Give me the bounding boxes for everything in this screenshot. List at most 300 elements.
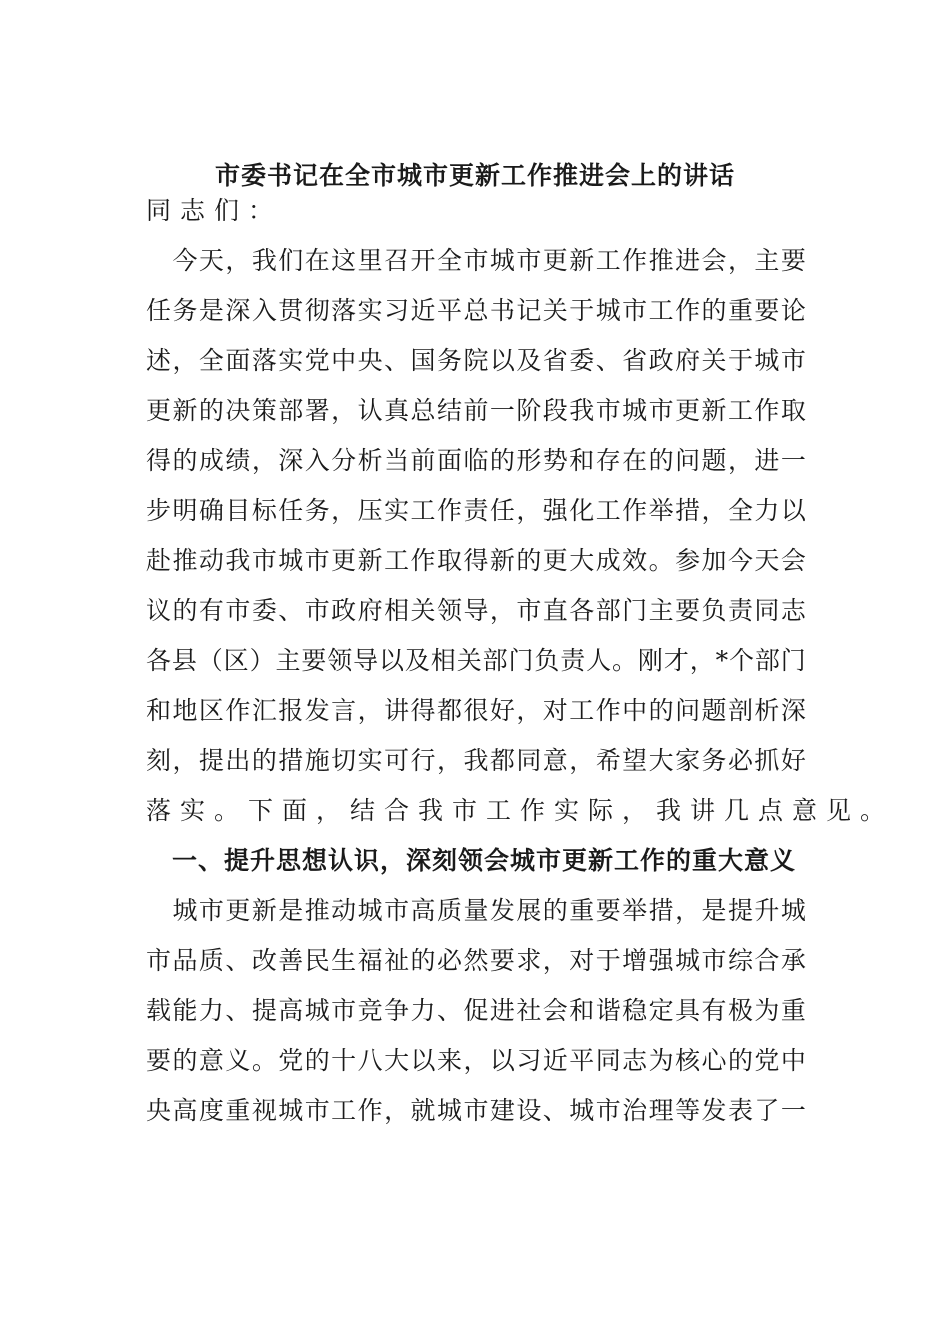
char: 进 bbox=[675, 246, 701, 275]
char: 措 bbox=[648, 896, 674, 925]
paragraph-2-line bbox=[146, 986, 806, 1036]
section-heading-1-text: 一、提升思想认识，深刻领会城市更新工作的重大意义 bbox=[146, 846, 797, 875]
char: 要 bbox=[146, 1046, 172, 1075]
char: 召 bbox=[384, 246, 410, 275]
char: ， bbox=[516, 496, 542, 525]
char: 及 bbox=[516, 346, 542, 375]
char: 书 bbox=[489, 296, 515, 325]
char: 提 bbox=[727, 896, 753, 925]
char: 的 bbox=[727, 1046, 753, 1075]
char: 新 bbox=[251, 896, 277, 925]
char: 里 bbox=[357, 246, 383, 275]
char: 就 bbox=[410, 1096, 436, 1125]
char: 理 bbox=[648, 1096, 674, 1125]
char: 为 bbox=[648, 1046, 674, 1075]
char: 是 bbox=[278, 896, 304, 925]
char: 深 bbox=[278, 446, 304, 475]
char: 彻 bbox=[304, 296, 330, 325]
paragraph-1-line bbox=[146, 686, 806, 736]
char: 升 bbox=[754, 896, 780, 925]
char: 城 bbox=[436, 1096, 462, 1125]
char: 政 bbox=[331, 596, 357, 625]
char: 才 bbox=[663, 646, 689, 675]
char: 刚 bbox=[637, 646, 663, 675]
char: ， bbox=[331, 496, 357, 525]
char: 心 bbox=[701, 1046, 727, 1075]
char: 的 bbox=[172, 596, 198, 625]
char: 高 bbox=[278, 996, 304, 1025]
char: 落 bbox=[331, 296, 357, 325]
char: 建 bbox=[489, 1096, 515, 1125]
greeting-text: 同志们： bbox=[146, 196, 283, 225]
char: 、 bbox=[542, 1096, 568, 1125]
char: 领 bbox=[436, 596, 462, 625]
char: 参 bbox=[675, 546, 701, 575]
char: 城 bbox=[489, 246, 515, 275]
char: 作 bbox=[595, 696, 621, 725]
char: 以 bbox=[489, 1046, 515, 1075]
char: 市 bbox=[516, 246, 542, 275]
char: 关 bbox=[542, 296, 568, 325]
char: 前 bbox=[410, 446, 436, 475]
char: 具 bbox=[675, 996, 701, 1025]
char: 部 bbox=[278, 396, 304, 425]
char: 委 bbox=[569, 346, 595, 375]
char: 市 bbox=[384, 896, 410, 925]
char: 了 bbox=[754, 1096, 780, 1125]
char: 是 bbox=[701, 896, 727, 925]
char: 改 bbox=[251, 946, 277, 975]
paragraph-1-line-text: 落实。下面，结合我市工作实际，我讲几点意见。 bbox=[146, 796, 895, 825]
char: 析 bbox=[357, 446, 383, 475]
paragraph-1-line bbox=[146, 786, 895, 836]
char: 质 bbox=[436, 896, 462, 925]
char: 市 bbox=[304, 1096, 330, 1125]
char: 会 bbox=[701, 246, 727, 275]
char: 作 bbox=[622, 246, 648, 275]
paragraph-1-line bbox=[146, 586, 806, 636]
paragraph-2-line bbox=[146, 1036, 806, 1086]
char: 各 bbox=[146, 646, 172, 675]
char: 城 bbox=[569, 1096, 595, 1125]
char: 和 bbox=[569, 996, 595, 1025]
char: 党 bbox=[304, 346, 330, 375]
char: 存 bbox=[595, 446, 621, 475]
paragraph-1-line bbox=[146, 486, 806, 536]
char: * bbox=[715, 646, 729, 675]
char: 任 bbox=[146, 296, 172, 325]
char: 区 bbox=[198, 696, 224, 725]
char: ， bbox=[251, 446, 277, 475]
char: 中 bbox=[780, 1046, 806, 1075]
char: 阶 bbox=[516, 396, 542, 425]
char: 抓 bbox=[754, 746, 780, 775]
char: ， bbox=[172, 746, 198, 775]
char: 同 bbox=[516, 746, 542, 775]
paragraph-1-line bbox=[146, 286, 806, 336]
char: 质 bbox=[198, 946, 224, 975]
char: 导 bbox=[463, 596, 489, 625]
char: 关 bbox=[701, 346, 727, 375]
char: 主 bbox=[275, 646, 301, 675]
char: 、 bbox=[225, 946, 251, 975]
char: 提 bbox=[251, 996, 277, 1025]
char: 势 bbox=[542, 446, 568, 475]
char: 述 bbox=[146, 346, 172, 375]
char: 工 bbox=[569, 696, 595, 725]
char: 问 bbox=[675, 446, 701, 475]
char: 署 bbox=[304, 396, 330, 425]
char: 取 bbox=[436, 546, 462, 575]
char: 然 bbox=[463, 946, 489, 975]
char: 的 bbox=[701, 296, 727, 325]
char: 中 bbox=[622, 696, 648, 725]
char: 负 bbox=[534, 646, 560, 675]
char: 竞 bbox=[357, 996, 383, 1025]
char: 谐 bbox=[595, 996, 621, 1025]
char: 门 bbox=[622, 596, 648, 625]
char: 措 bbox=[675, 496, 701, 525]
char: 同 bbox=[595, 1046, 621, 1075]
char: 于 bbox=[569, 296, 595, 325]
char: 对 bbox=[569, 946, 595, 975]
char: 以 bbox=[489, 346, 515, 375]
char: 以 bbox=[379, 646, 405, 675]
char: 志 bbox=[622, 1046, 648, 1075]
char: 新 bbox=[701, 396, 727, 425]
paragraph-1-line bbox=[146, 236, 806, 286]
char: 务 bbox=[436, 346, 462, 375]
char: 以 bbox=[410, 1046, 436, 1075]
char: 对 bbox=[542, 696, 568, 725]
char: 当 bbox=[384, 446, 410, 475]
char: 作 bbox=[622, 496, 648, 525]
char: 直 bbox=[542, 596, 568, 625]
char: 明 bbox=[172, 496, 198, 525]
char: ， bbox=[542, 946, 568, 975]
char: 工 bbox=[648, 296, 674, 325]
char: 任 bbox=[489, 496, 515, 525]
char: 言 bbox=[331, 696, 357, 725]
char: 施 bbox=[304, 746, 330, 775]
char: 增 bbox=[622, 946, 648, 975]
char: 负 bbox=[701, 596, 727, 625]
char: 推 bbox=[304, 896, 330, 925]
char: 定 bbox=[648, 996, 674, 1025]
char: 作 bbox=[754, 396, 780, 425]
char: 争 bbox=[384, 996, 410, 1025]
char: 责 bbox=[560, 646, 586, 675]
char: 可 bbox=[384, 746, 410, 775]
char: 工 bbox=[384, 546, 410, 575]
char: 措 bbox=[278, 746, 304, 775]
char: 段 bbox=[542, 396, 568, 425]
char: 讲 bbox=[384, 696, 410, 725]
char: 全 bbox=[727, 496, 753, 525]
char: 新 bbox=[489, 546, 515, 575]
char: 城 bbox=[278, 546, 304, 575]
char: 报 bbox=[278, 696, 304, 725]
char: 。 bbox=[612, 646, 638, 675]
char: 汇 bbox=[251, 696, 277, 725]
char: 赴 bbox=[146, 546, 172, 575]
char: 高 bbox=[410, 896, 436, 925]
char: 形 bbox=[516, 446, 542, 475]
char: 治 bbox=[622, 1096, 648, 1125]
char: 意 bbox=[198, 1046, 224, 1075]
char: ， bbox=[172, 346, 198, 375]
char: 务 bbox=[172, 296, 198, 325]
char: 的 bbox=[648, 446, 674, 475]
char: 任 bbox=[278, 496, 304, 525]
char: 总 bbox=[410, 396, 436, 425]
char: 都 bbox=[489, 746, 515, 775]
char: 一 bbox=[780, 1096, 806, 1125]
char: ， bbox=[689, 646, 715, 675]
char: ， bbox=[701, 496, 727, 525]
char: 、 bbox=[384, 346, 410, 375]
char: 一 bbox=[489, 396, 515, 425]
char: 绩 bbox=[225, 446, 251, 475]
char: ， bbox=[516, 696, 542, 725]
char: 题 bbox=[701, 696, 727, 725]
char: ， bbox=[675, 896, 701, 925]
char: 主 bbox=[648, 596, 674, 625]
char: 标 bbox=[251, 496, 277, 525]
char: 要 bbox=[754, 296, 780, 325]
char: 祉 bbox=[384, 946, 410, 975]
char: 的 bbox=[251, 746, 277, 775]
char: 会 bbox=[542, 996, 568, 1025]
char: 压 bbox=[357, 496, 383, 525]
char: 前 bbox=[463, 396, 489, 425]
char: 步 bbox=[146, 496, 172, 525]
char: 分 bbox=[331, 446, 357, 475]
char: 为 bbox=[754, 996, 780, 1025]
char: 入 bbox=[251, 296, 277, 325]
char: 表 bbox=[727, 1096, 753, 1125]
char: 福 bbox=[357, 946, 383, 975]
char: 领 bbox=[327, 646, 353, 675]
char: 家 bbox=[675, 746, 701, 775]
char: 必 bbox=[436, 946, 462, 975]
char: 真 bbox=[384, 396, 410, 425]
char: 党 bbox=[278, 1046, 304, 1075]
char: 入 bbox=[304, 446, 330, 475]
char: 市 bbox=[648, 396, 674, 425]
char: 决 bbox=[225, 396, 251, 425]
paragraph-1-line bbox=[146, 536, 806, 586]
char: 。 bbox=[648, 546, 674, 575]
char: 动 bbox=[331, 896, 357, 925]
char: 要 bbox=[675, 596, 701, 625]
char: 平 bbox=[436, 296, 462, 325]
char: 新 bbox=[172, 396, 198, 425]
char: 八 bbox=[357, 1046, 383, 1075]
char: 这 bbox=[331, 246, 357, 275]
char: 析 bbox=[754, 696, 780, 725]
char: 深 bbox=[780, 696, 806, 725]
char: 的 bbox=[198, 396, 224, 425]
char: 提 bbox=[198, 746, 224, 775]
section-heading-1 bbox=[146, 836, 806, 886]
char: 关 bbox=[410, 596, 436, 625]
char: ， bbox=[463, 1046, 489, 1075]
char: 政 bbox=[648, 346, 674, 375]
char: 和 bbox=[146, 696, 172, 725]
char: 生 bbox=[331, 946, 357, 975]
char: 、 bbox=[595, 346, 621, 375]
char: ， bbox=[225, 246, 251, 275]
char: ） bbox=[249, 646, 275, 675]
char: 院 bbox=[463, 346, 489, 375]
char: 等 bbox=[675, 1096, 701, 1125]
char: 、 bbox=[278, 596, 304, 625]
paragraph-1-line bbox=[146, 736, 806, 786]
char: 作 bbox=[410, 546, 436, 575]
char: 城 bbox=[675, 946, 701, 975]
char: 市 bbox=[331, 996, 357, 1025]
char: 开 bbox=[410, 246, 436, 275]
char: 今 bbox=[727, 546, 753, 575]
char: 大 bbox=[648, 746, 674, 775]
char: 重 bbox=[569, 896, 595, 925]
char: 很 bbox=[463, 696, 489, 725]
char: 委 bbox=[251, 596, 277, 625]
char: 目 bbox=[225, 496, 251, 525]
char: 要 bbox=[780, 246, 806, 275]
char: 能 bbox=[172, 996, 198, 1025]
char: 作 bbox=[357, 1096, 383, 1125]
char: 视 bbox=[251, 1096, 277, 1125]
char: ， bbox=[384, 1096, 410, 1125]
char: 市 bbox=[225, 596, 251, 625]
char: 天 bbox=[754, 546, 780, 575]
char: 市 bbox=[304, 596, 330, 625]
char: 推 bbox=[172, 546, 198, 575]
char: 展 bbox=[516, 896, 542, 925]
char: 稳 bbox=[622, 996, 648, 1025]
char: 望 bbox=[622, 746, 648, 775]
char: 发 bbox=[489, 896, 515, 925]
char: 更 bbox=[331, 546, 357, 575]
char: 市 bbox=[622, 296, 648, 325]
char: 、 bbox=[225, 996, 251, 1025]
char: 更 bbox=[146, 396, 172, 425]
char: 天 bbox=[198, 246, 224, 275]
char: 关 bbox=[456, 646, 482, 675]
char: 度 bbox=[198, 1096, 224, 1125]
char: 相 bbox=[384, 596, 410, 625]
char: 实 bbox=[278, 346, 304, 375]
paragraph-2-line bbox=[146, 1086, 806, 1136]
char: 重 bbox=[727, 296, 753, 325]
char: 今 bbox=[172, 246, 198, 275]
char: 工 bbox=[727, 396, 753, 425]
char: （ bbox=[197, 646, 223, 675]
char: 、 bbox=[436, 996, 462, 1025]
char: 以 bbox=[780, 496, 806, 525]
char: 核 bbox=[675, 1046, 701, 1075]
char: 大 bbox=[569, 546, 595, 575]
char: 市 bbox=[463, 246, 489, 275]
char: ， bbox=[569, 746, 595, 775]
char: 我 bbox=[251, 246, 277, 275]
char: 力 bbox=[198, 996, 224, 1025]
char: 得 bbox=[463, 546, 489, 575]
char: 实 bbox=[384, 496, 410, 525]
char: 城 bbox=[172, 896, 198, 925]
char: 化 bbox=[569, 496, 595, 525]
char: 行 bbox=[410, 746, 436, 775]
char: 府 bbox=[357, 596, 383, 625]
char: 认 bbox=[357, 396, 383, 425]
char: 省 bbox=[622, 346, 648, 375]
char: 的 bbox=[304, 1046, 330, 1075]
char: 是 bbox=[198, 296, 224, 325]
char: 。 bbox=[251, 1046, 277, 1075]
char: 党 bbox=[754, 1046, 780, 1075]
char: 全 bbox=[436, 246, 462, 275]
char: 作 bbox=[436, 496, 462, 525]
char: 工 bbox=[410, 496, 436, 525]
char: 工 bbox=[331, 1096, 357, 1125]
char: 必 bbox=[727, 746, 753, 775]
char: 大 bbox=[384, 1046, 410, 1075]
char: 取 bbox=[780, 396, 806, 425]
char: 工 bbox=[595, 246, 621, 275]
char: 的 bbox=[542, 896, 568, 925]
greeting-line bbox=[146, 186, 806, 236]
char: 议 bbox=[146, 596, 172, 625]
document-title: 市委书记在全市城市更新工作推进会上的讲话 bbox=[214, 161, 735, 190]
char: 面 bbox=[436, 446, 462, 475]
char: 有 bbox=[198, 596, 224, 625]
char: 求 bbox=[516, 946, 542, 975]
char: 府 bbox=[675, 346, 701, 375]
char: 市 bbox=[146, 946, 172, 975]
char bbox=[146, 886, 171, 936]
char: 部 bbox=[482, 646, 508, 675]
char: 我 bbox=[569, 396, 595, 425]
char: 题 bbox=[701, 446, 727, 475]
paragraph-2-line bbox=[146, 886, 806, 936]
char: 总 bbox=[463, 296, 489, 325]
char: 相 bbox=[430, 646, 456, 675]
char: 市 bbox=[304, 546, 330, 575]
char: 门 bbox=[508, 646, 534, 675]
char: 作 bbox=[225, 696, 251, 725]
char: 的 bbox=[172, 1046, 198, 1075]
char: 问 bbox=[675, 696, 701, 725]
char: 在 bbox=[304, 246, 330, 275]
char: 发 bbox=[304, 696, 330, 725]
char: 希 bbox=[595, 746, 621, 775]
char: 市 bbox=[251, 546, 277, 575]
char: 要 bbox=[301, 646, 327, 675]
char: ， bbox=[357, 696, 383, 725]
char: 会 bbox=[780, 546, 806, 575]
char: 于 bbox=[595, 946, 621, 975]
char: 好 bbox=[780, 746, 806, 775]
char: 刻 bbox=[146, 746, 172, 775]
char: 承 bbox=[780, 946, 806, 975]
char: 结 bbox=[436, 396, 462, 425]
char: 善 bbox=[278, 946, 304, 975]
char: 好 bbox=[489, 696, 515, 725]
char: 有 bbox=[701, 996, 727, 1025]
char: 地 bbox=[172, 696, 198, 725]
